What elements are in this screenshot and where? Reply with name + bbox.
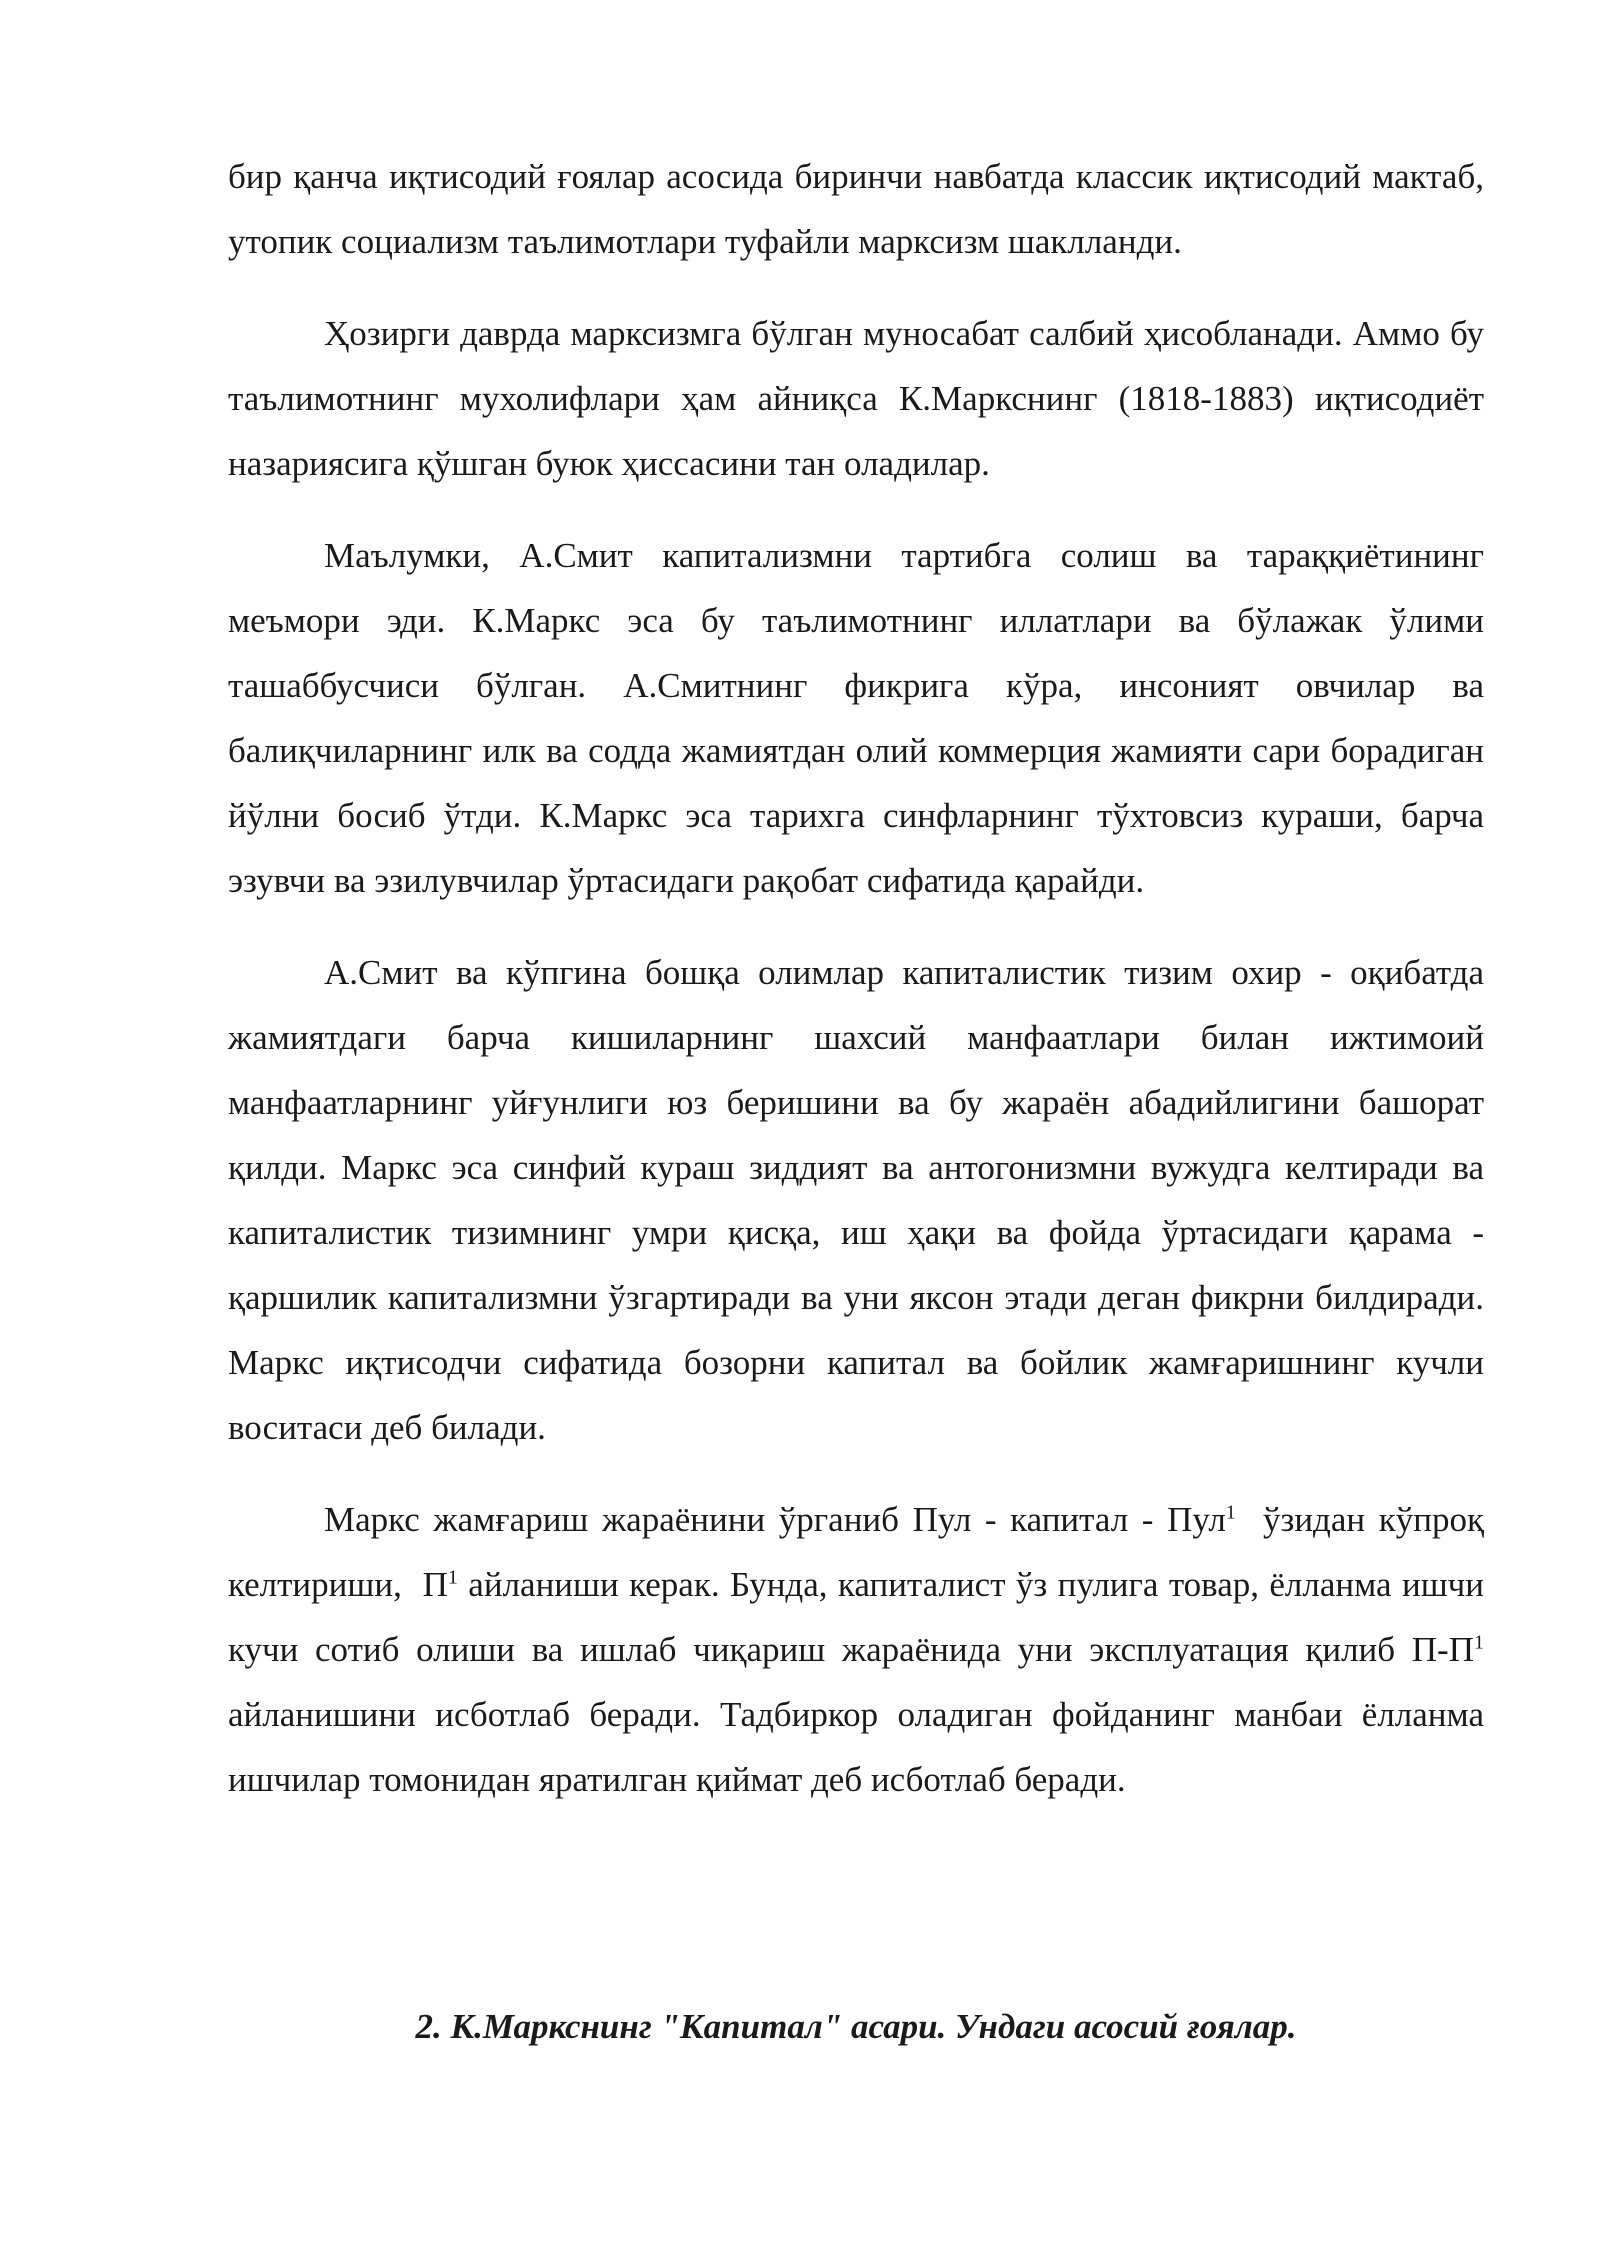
body-text: [228, 144, 1502, 1839]
paragraph-3: Маълумки, А.Смит капитализмни тартибга солиш ва тараққиётининг меъмори эди. К.Маркс эса бу таълимотнинг иллатлари ва бўлажак ўлими ташаббусчиси бўлган. А.Смитнинг фикрига кўра, инсоният овчилар ва балиқчиларнинг илк ва содда жамиятдан олий коммерция жамияти сари борадиган йўлни босиб ўтди. К.Маркс эса тарихга синфларнинг тўхтовсиз кураши, барча эзувчи ва эзилувчилар ўртасидаги рақобат сифатида қарайди.: [228, 536, 1484, 900]
paragraph-4: А.Смит ва кўпгина бошқа олимлар капиталистик тизим охир - оқибатда жамиятдаги барча кишиларнинг шахсий манфаатлари билан ижтимоий манфаатларнинг уйғунлиги юз беришини ва бу жараён абадийлигини башорат қилди. Маркс эса синфий кураш зиддият ва антогонизмни вужудга келтиради ва капиталистик тизимнинг умри қисқа, иш ҳақи ва фойда ўртасидаги қарама - қаршилик капитализмни ўзгартиради ва уни яксон этади деган фикрни билдиради. Маркс иқтисодчи сифатида бозорни капитал ва бойлик жамғаришнинг кучли воситаси деб билади.: [228, 953, 1484, 1447]
paragraph-5-part-2: ўзидан кўпроқ келтириши, П: [228, 1500, 1493, 1604]
paragraph-5-part-3: айланиши керак. Бунда, капиталист ўз пулига товар, ёлланма ишчи кучи сотиб олиши ва ишлаб чиқариш жараёнида уни эксплуатация қилиб П-П: [228, 1565, 1484, 1669]
footnote-superscript: 1: [1225, 1501, 1236, 1524]
paragraph-1: бир қанча иқтисодий ғоялар асосида биринчи навбатда классик иқтисодий мактаб, утопик социализм таълимотлари туфайли марксизм шаклланди.: [228, 157, 1484, 261]
paragraph-5-part-1: Маркс жамғариш жараёнини ўрганиб Пул - капитал - Пул: [324, 1500, 1226, 1539]
section-heading: 2. К.Маркснинг "Капитал" асари. Ундаги асосий ғоялар.: [415, 2007, 1297, 2046]
paragraph-5-part-4: айланишини исботлаб беради. Тадбиркор оладиган фойданинг манбаи ёлланма ишчилар томонидан яратилган қиймат деб исботлаб беради.: [228, 1630, 1502, 1799]
footnote-superscript: 1: [447, 1566, 458, 1589]
footnote-superscript: 1: [1474, 1631, 1484, 1654]
paragraph-5: [228, 1487, 1502, 1812]
paragraph-2: Ҳозирги даврда марксизмга бўлган муносабат салбий ҳисобланади. Аммо бу таълимотнинг мухолифлари ҳам айниқса К.Маркснинг (1818-1883) иқтисодиёт назариясига қўшган буюк ҳиссасини тан оладилар.: [228, 314, 1484, 483]
